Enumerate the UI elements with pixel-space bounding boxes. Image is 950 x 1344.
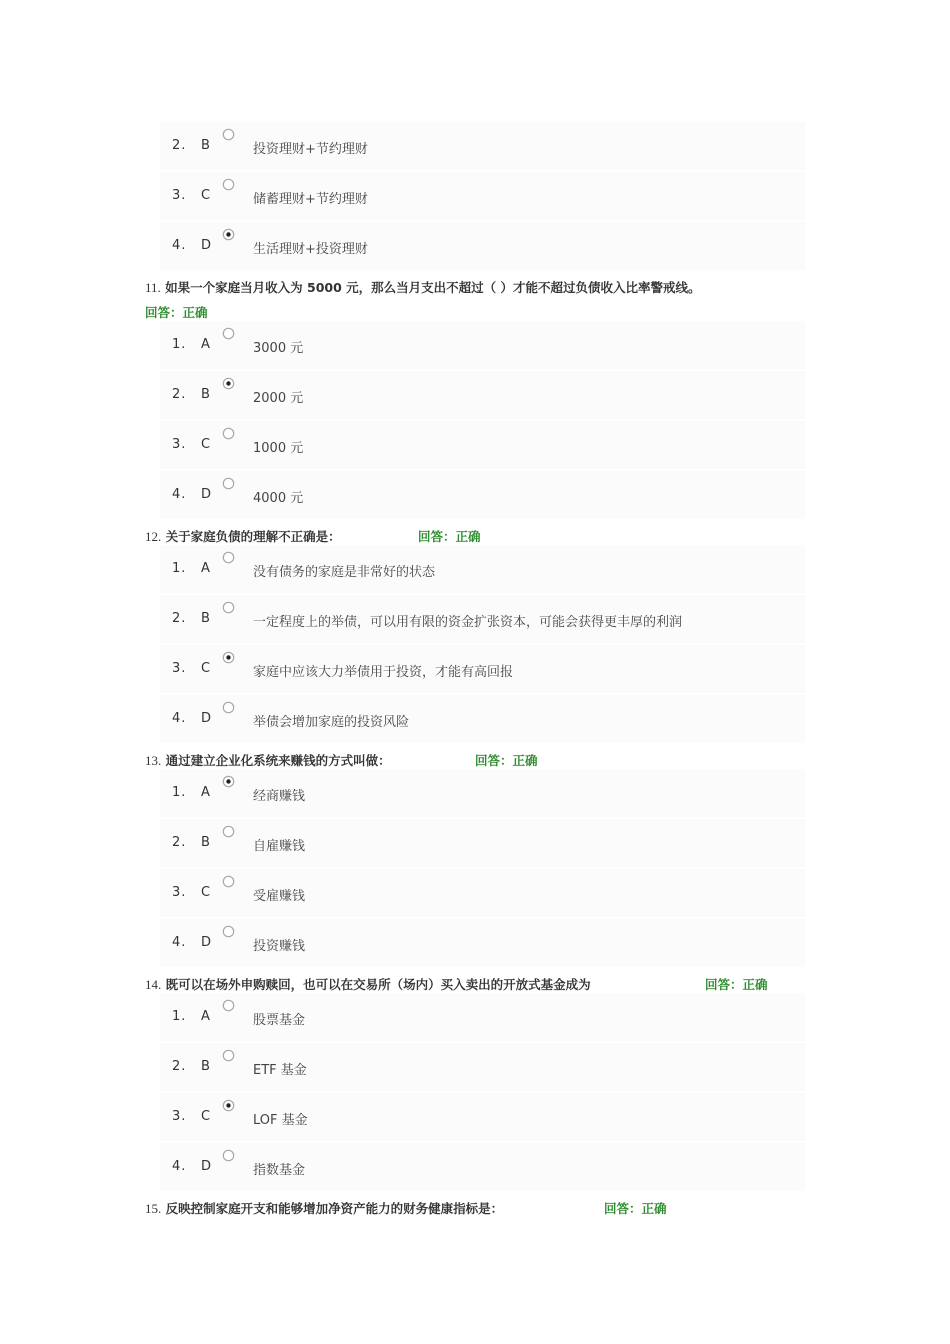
radio-button-unchecked[interactable] (222, 178, 235, 191)
q10-option-b (160, 134, 805, 160)
q12-option-d (160, 707, 805, 733)
option-text: 受雇赚钱 (253, 889, 306, 904)
q10-option-d (160, 234, 805, 260)
option-index: 4. (172, 1159, 187, 1174)
option-letter: A (201, 561, 210, 576)
option-index: 4. (172, 711, 187, 726)
option-letter: A (201, 337, 210, 352)
option-index: 1. (172, 785, 187, 800)
option-text: 举债会增加家庭的投资风险 (253, 715, 410, 730)
radio-button-unchecked[interactable] (222, 875, 235, 888)
option-text: 1000 元 (253, 441, 304, 456)
option-text: 没有债务的家庭是非常好的状态 (253, 565, 436, 580)
q14-option-c (160, 1105, 805, 1131)
question-title (145, 975, 591, 993)
option-letter: D (201, 487, 212, 502)
radio-button-unchecked[interactable] (222, 601, 235, 614)
answer-status: 回答：正确 (145, 305, 208, 320)
question-number: 15. (145, 1201, 162, 1216)
option-letter: D (201, 238, 212, 253)
radio-button-checked[interactable] (222, 377, 235, 390)
option-index: 3. (172, 1109, 187, 1124)
radio-button-unchecked[interactable] (222, 551, 235, 564)
option-text: 2000 元 (253, 391, 304, 406)
radio-button-unchecked[interactable] (222, 1049, 235, 1062)
answer-status: 回答：正确 (418, 529, 481, 544)
q14-option-d (160, 1155, 805, 1181)
option-text: 指数基金 (253, 1163, 306, 1178)
option-index: 4. (172, 238, 187, 253)
question-title (145, 278, 701, 296)
option-text: 自雇赚钱 (253, 839, 306, 854)
question-text: 如果一个家庭当月收入为 5000 元，那么当月支出不超过（ ）才能不超过负债收入比率警戒线。 (165, 280, 701, 295)
q11-option-a (160, 333, 805, 359)
option-text: LOF 基金 (253, 1113, 308, 1128)
q14-option-b (160, 1055, 805, 1081)
radio-button-checked[interactable] (222, 651, 235, 664)
option-letter: D (201, 711, 212, 726)
option-index: 3. (172, 885, 187, 900)
q11-option-c (160, 433, 805, 459)
option-letter: A (201, 1009, 210, 1024)
option-text: 投资理财+节约理财 (253, 142, 368, 157)
option-text: 储蓄理财+节约理财 (253, 192, 368, 207)
option-text: 4000 元 (253, 491, 304, 506)
option-letter: C (201, 1109, 211, 1124)
answer-status: 回答：正确 (604, 1201, 667, 1216)
q10-option-c (160, 184, 805, 210)
q12-option-b (160, 607, 805, 633)
radio-button-unchecked[interactable] (222, 1149, 235, 1162)
option-index: 2. (172, 387, 187, 402)
option-letter: D (201, 1159, 212, 1174)
option-letter: B (201, 387, 210, 402)
q13-option-a (160, 781, 805, 807)
question-title (145, 1199, 503, 1217)
q13-option-b (160, 831, 805, 857)
radio-button-unchecked[interactable] (222, 701, 235, 714)
question-number: 11. (145, 280, 161, 295)
q14-option-a (160, 1005, 805, 1031)
radio-button-unchecked[interactable] (222, 999, 235, 1012)
answer-status: 回答：正确 (705, 977, 768, 992)
option-letter: C (201, 661, 211, 676)
q13-option-d (160, 931, 805, 957)
answer-status: 回答：正确 (475, 753, 538, 768)
option-letter: B (201, 1059, 210, 1074)
option-text: 投资赚钱 (253, 939, 306, 954)
q12-option-a (160, 557, 805, 583)
question-number: 14. (145, 977, 162, 992)
option-letter: C (201, 188, 211, 203)
option-text: 家庭中应该大力举债用于投资，才能有高回报 (253, 665, 514, 680)
radio-button-checked[interactable] (222, 228, 235, 241)
option-index: 1. (172, 561, 187, 576)
option-index: 2. (172, 611, 187, 626)
question-text: 既可以在场外申购赎回，也可以在交易所（场内）买入卖出的开放式基金成为 (165, 977, 591, 992)
option-letter: B (201, 611, 210, 626)
radio-button-unchecked[interactable] (222, 128, 235, 141)
option-index: 2. (172, 835, 187, 850)
option-text: ETF 基金 (253, 1063, 307, 1078)
radio-button-unchecked[interactable] (222, 327, 235, 340)
option-index: 3. (172, 661, 187, 676)
radio-button-unchecked[interactable] (222, 925, 235, 938)
q12-option-c (160, 657, 805, 683)
option-index: 2. (172, 138, 187, 153)
option-letter: D (201, 935, 212, 950)
q11-option-b (160, 383, 805, 409)
q13-option-c (160, 881, 805, 907)
option-letter: C (201, 885, 211, 900)
option-text: 生活理财+投资理财 (253, 242, 368, 257)
option-index: 4. (172, 935, 187, 950)
question-title (145, 527, 341, 545)
question-text: 关于家庭负债的理解不正确是： (165, 529, 341, 544)
option-text: 3000 元 (253, 341, 304, 356)
option-letter: B (201, 138, 210, 153)
option-letter: C (201, 437, 211, 452)
question-title (145, 751, 391, 769)
option-letter: A (201, 785, 210, 800)
radio-button-unchecked[interactable] (222, 477, 235, 490)
option-index: 2. (172, 1059, 187, 1074)
radio-button-checked[interactable] (222, 775, 235, 788)
radio-button-unchecked[interactable] (222, 825, 235, 838)
option-index: 1. (172, 1009, 187, 1024)
q11-option-d (160, 483, 805, 509)
radio-button-unchecked[interactable] (222, 427, 235, 440)
option-letter: B (201, 835, 210, 850)
question-number: 13. (145, 753, 162, 768)
radio-button-checked[interactable] (222, 1099, 235, 1112)
option-text: 股票基金 (253, 1013, 306, 1028)
option-text: 一定程度上的举债，可以用有限的资金扩张资本，可能会获得更丰厚的利润 (253, 615, 683, 630)
question-text: 反映控制家庭开支和能够增加净资产能力的财务健康指标是： (165, 1201, 504, 1216)
option-index: 3. (172, 437, 187, 452)
option-text: 经商赚钱 (253, 789, 306, 804)
option-index: 4. (172, 487, 187, 502)
question-text: 通过建立企业化系统来赚钱的方式叫做： (165, 753, 391, 768)
option-index: 1. (172, 337, 187, 352)
question-number: 12. (145, 529, 162, 544)
option-index: 3. (172, 188, 187, 203)
